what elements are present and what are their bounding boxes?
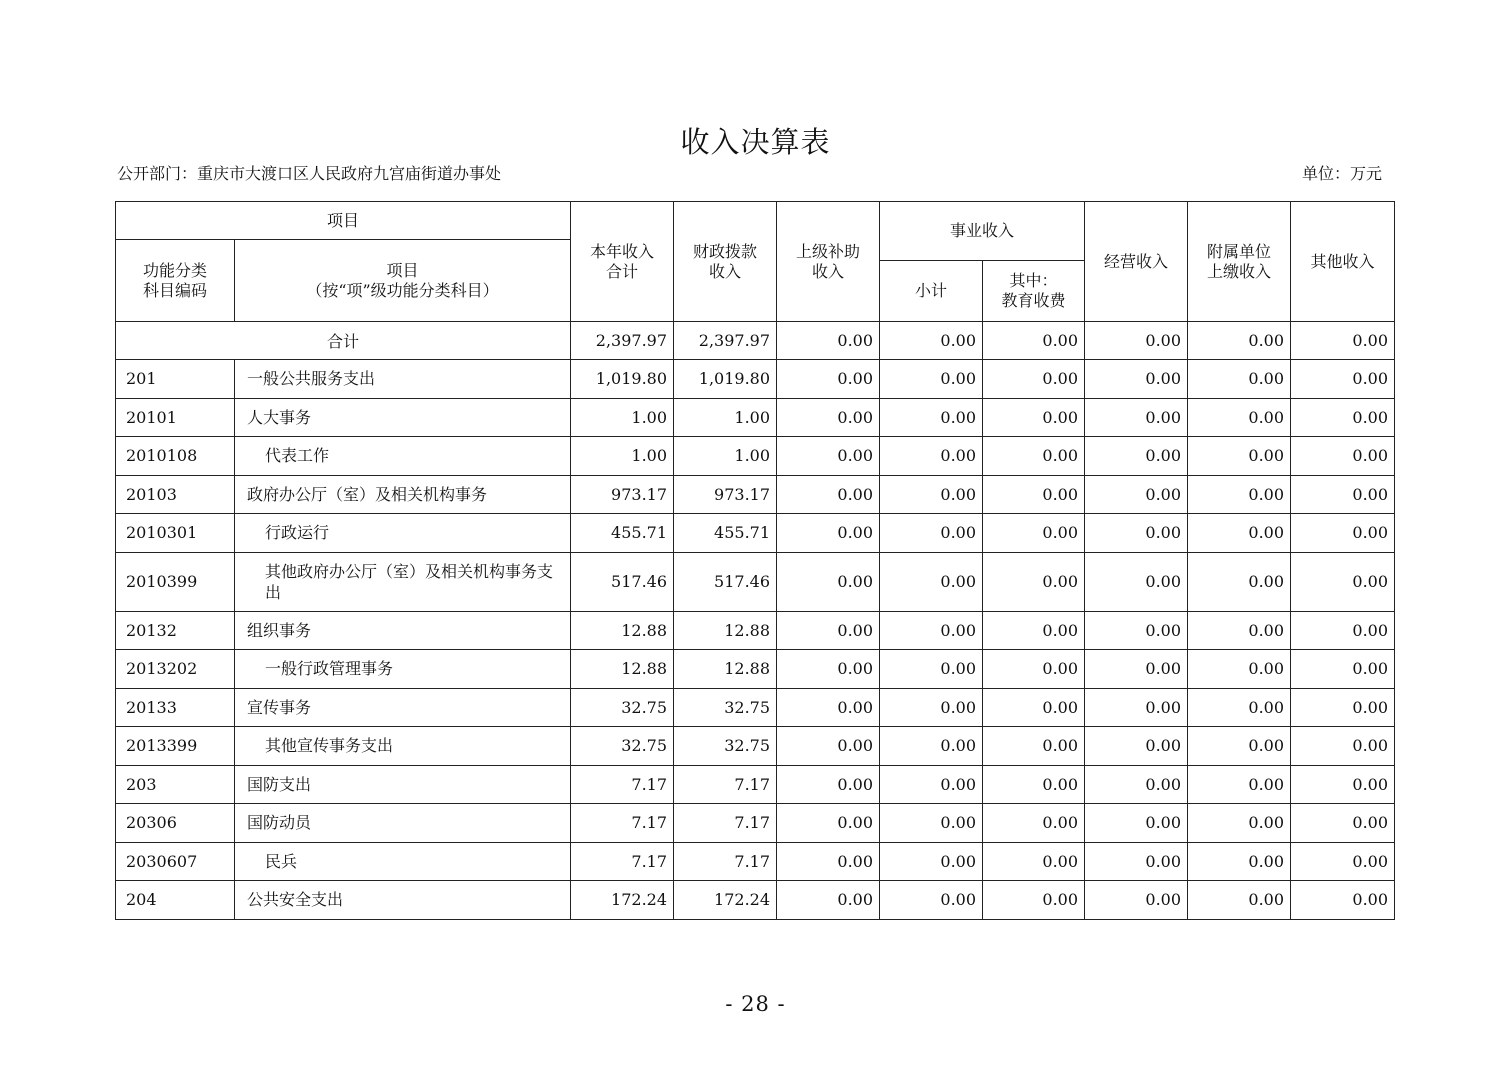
page-title: 收入决算表 — [680, 125, 831, 159]
row-name: 国防支出 — [235, 765, 571, 804]
row-value: 0.00 — [1291, 475, 1395, 514]
row-name: 代表工作 — [235, 437, 571, 476]
row-value: 0.00 — [777, 765, 880, 804]
row-code: 2010399 — [116, 552, 235, 611]
table-row — [116, 360, 1395, 399]
header-affiliated: 附属单位 上缴收入 — [1188, 202, 1291, 322]
row-value: 0.00 — [1188, 514, 1291, 553]
row-value: 0.00 — [1188, 881, 1291, 920]
row-value: 0.00 — [1188, 804, 1291, 843]
row-value: 0.00 — [1291, 881, 1395, 920]
row-name: 人大事务 — [235, 398, 571, 437]
row-code: 201 — [116, 360, 235, 399]
row-value: 0.00 — [777, 552, 880, 611]
row-value: 517.46 — [674, 552, 777, 611]
row-value: 0.00 — [880, 611, 983, 650]
table-row — [116, 765, 1395, 804]
row-value: 1,019.80 — [571, 360, 674, 399]
row-code: 204 — [116, 881, 235, 920]
row-value: 12.88 — [571, 611, 674, 650]
header-name: 项目 （按“项”级功能分类科目） — [235, 240, 571, 322]
header-edu-fee: 其中： 教育收费 — [983, 261, 1085, 322]
row-value: 0.00 — [1188, 765, 1291, 804]
table-row — [116, 398, 1395, 437]
row-code: 20306 — [116, 804, 235, 843]
unit-label: 单位：万元 — [1302, 164, 1383, 183]
row-value: 0.00 — [1085, 475, 1188, 514]
table-row — [116, 437, 1395, 476]
row-value: 0.00 — [1188, 688, 1291, 727]
row-value: 0.00 — [1085, 611, 1188, 650]
row-name: 一般行政管理事务 — [235, 650, 571, 689]
row-value: 0.00 — [983, 611, 1085, 650]
row-value: 0.00 — [880, 765, 983, 804]
table-row — [116, 881, 1395, 920]
row-value: 0.00 — [880, 881, 983, 920]
row-name: 政府办公厅（室）及相关机构事务 — [235, 475, 571, 514]
table-row — [116, 688, 1395, 727]
row-name: 一般公共服务支出 — [235, 360, 571, 399]
header-career-income: 事业收入 — [880, 202, 1085, 261]
row-value: 0.00 — [1085, 398, 1188, 437]
row-value: 0.00 — [1085, 765, 1188, 804]
table-body — [116, 360, 1395, 920]
row-value: 0.00 — [983, 552, 1085, 611]
page-number: - 28 - — [725, 992, 786, 1016]
row-code: 20103 — [116, 475, 235, 514]
row-value: 0.00 — [1085, 360, 1188, 399]
row-value: 0.00 — [880, 514, 983, 553]
row-value: 1.00 — [571, 398, 674, 437]
row-value: 0.00 — [983, 727, 1085, 766]
row-value: 0.00 — [1291, 398, 1395, 437]
row-value: 455.71 — [571, 514, 674, 553]
row-value: 0.00 — [777, 727, 880, 766]
row-value: 0.00 — [1188, 727, 1291, 766]
row-value: 517.46 — [571, 552, 674, 611]
row-code: 2010108 — [116, 437, 235, 476]
total-value: 2,397.97 — [571, 322, 674, 360]
row-name: 行政运行 — [235, 514, 571, 553]
row-value: 0.00 — [1085, 552, 1188, 611]
row-name: 国防动员 — [235, 804, 571, 843]
header-total-income: 本年收入 合计 — [571, 202, 674, 322]
row-value: 1,019.80 — [674, 360, 777, 399]
row-value: 0.00 — [1188, 475, 1291, 514]
row-value: 0.00 — [1291, 360, 1395, 399]
row-value: 0.00 — [1291, 552, 1395, 611]
row-value: 7.17 — [571, 765, 674, 804]
row-name: 组织事务 — [235, 611, 571, 650]
row-value: 172.24 — [674, 881, 777, 920]
income-table — [115, 201, 1395, 920]
row-value: 0.00 — [1188, 552, 1291, 611]
row-value: 0.00 — [880, 398, 983, 437]
row-value: 0.00 — [1188, 842, 1291, 881]
row-value: 7.17 — [674, 804, 777, 843]
table-row — [116, 611, 1395, 650]
department-label: 公开部门：重庆市大渡口区人民政府九宫庙街道办事处 — [117, 164, 502, 183]
row-value: 32.75 — [571, 688, 674, 727]
table-row — [116, 552, 1395, 611]
row-value: 0.00 — [777, 804, 880, 843]
row-value: 0.00 — [983, 842, 1085, 881]
row-value: 32.75 — [571, 727, 674, 766]
row-value: 0.00 — [1085, 727, 1188, 766]
row-value: 0.00 — [777, 360, 880, 399]
row-value: 0.00 — [880, 688, 983, 727]
header-subsidy: 上级补助 收入 — [777, 202, 880, 322]
row-value: 12.88 — [571, 650, 674, 689]
row-value: 0.00 — [1291, 688, 1395, 727]
row-value: 0.00 — [777, 842, 880, 881]
table-row — [116, 650, 1395, 689]
row-value: 7.17 — [674, 842, 777, 881]
row-value: 0.00 — [983, 398, 1085, 437]
total-value: 0.00 — [880, 322, 983, 360]
row-value: 0.00 — [983, 688, 1085, 727]
row-value: 0.00 — [880, 804, 983, 843]
row-value: 973.17 — [571, 475, 674, 514]
row-value: 0.00 — [1291, 514, 1395, 553]
row-value: 0.00 — [983, 475, 1085, 514]
row-value: 0.00 — [880, 475, 983, 514]
row-value: 973.17 — [674, 475, 777, 514]
row-name: 其他政府办公厅（室）及相关机构事务支出 — [235, 552, 571, 611]
row-value: 1.00 — [674, 437, 777, 476]
row-value: 0.00 — [1291, 650, 1395, 689]
row-code: 2013399 — [116, 727, 235, 766]
row-value: 1.00 — [571, 437, 674, 476]
row-value: 0.00 — [777, 688, 880, 727]
row-code: 20133 — [116, 688, 235, 727]
row-value: 7.17 — [571, 842, 674, 881]
row-value: 0.00 — [777, 881, 880, 920]
row-code: 2030607 — [116, 842, 235, 881]
row-value: 0.00 — [983, 360, 1085, 399]
total-value: 2,397.97 — [674, 322, 777, 360]
row-value: 0.00 — [1188, 650, 1291, 689]
row-value: 32.75 — [674, 688, 777, 727]
row-name: 其他宣传事务支出 — [235, 727, 571, 766]
row-value: 0.00 — [1291, 804, 1395, 843]
table-row — [116, 514, 1395, 553]
row-value: 0.00 — [777, 475, 880, 514]
total-value: 0.00 — [1085, 322, 1188, 360]
row-code: 203 — [116, 765, 235, 804]
table-row — [116, 842, 1395, 881]
header-subtotal: 小计 — [880, 261, 983, 322]
row-value: 0.00 — [777, 437, 880, 476]
row-value: 0.00 — [1085, 514, 1188, 553]
row-value: 0.00 — [1085, 842, 1188, 881]
row-value: 0.00 — [983, 650, 1085, 689]
row-value: 0.00 — [880, 650, 983, 689]
row-value: 12.88 — [674, 650, 777, 689]
row-code: 20101 — [116, 398, 235, 437]
row-value: 0.00 — [1188, 611, 1291, 650]
row-value: 455.71 — [674, 514, 777, 553]
total-value: 0.00 — [777, 322, 880, 360]
row-value: 0.00 — [1188, 437, 1291, 476]
table-row — [116, 727, 1395, 766]
row-name: 公共安全支出 — [235, 881, 571, 920]
row-value: 0.00 — [1085, 804, 1188, 843]
header-fiscal: 财政拨款 收入 — [674, 202, 777, 322]
row-value: 0.00 — [777, 650, 880, 689]
row-value: 0.00 — [983, 881, 1085, 920]
row-code: 20132 — [116, 611, 235, 650]
row-value: 12.88 — [674, 611, 777, 650]
row-value: 0.00 — [777, 398, 880, 437]
row-value: 0.00 — [777, 514, 880, 553]
row-value: 0.00 — [1085, 688, 1188, 727]
row-value: 172.24 — [571, 881, 674, 920]
row-value: 0.00 — [1188, 360, 1291, 399]
row-value: 0.00 — [1291, 727, 1395, 766]
row-value: 1.00 — [674, 398, 777, 437]
header-code: 功能分类 科目编码 — [116, 240, 235, 322]
row-value: 0.00 — [1085, 650, 1188, 689]
total-label: 合计 — [116, 322, 571, 360]
header-business-income: 经营收入 — [1085, 202, 1188, 322]
row-value: 0.00 — [1085, 437, 1188, 476]
row-value: 0.00 — [983, 437, 1085, 476]
row-value: 0.00 — [983, 765, 1085, 804]
header-other-income: 其他收入 — [1291, 202, 1395, 322]
row-code: 2013202 — [116, 650, 235, 689]
row-value: 0.00 — [1085, 881, 1188, 920]
row-value: 0.00 — [880, 552, 983, 611]
row-value: 0.00 — [880, 360, 983, 399]
row-value: 32.75 — [674, 727, 777, 766]
table-row — [116, 804, 1395, 843]
header-project: 项目 — [116, 202, 571, 240]
row-value: 7.17 — [571, 804, 674, 843]
total-row — [116, 322, 1395, 360]
row-value: 0.00 — [1291, 842, 1395, 881]
row-value: 0.00 — [983, 514, 1085, 553]
row-code: 2010301 — [116, 514, 235, 553]
total-value: 0.00 — [983, 322, 1085, 360]
row-name: 民兵 — [235, 842, 571, 881]
row-value: 0.00 — [1291, 611, 1395, 650]
total-value: 0.00 — [1188, 322, 1291, 360]
row-value: 0.00 — [880, 842, 983, 881]
row-value: 0.00 — [1188, 398, 1291, 437]
table-row — [116, 475, 1395, 514]
row-value: 0.00 — [1291, 765, 1395, 804]
row-value: 0.00 — [1291, 437, 1395, 476]
row-name: 宣传事务 — [235, 688, 571, 727]
row-value: 0.00 — [880, 437, 983, 476]
row-value: 0.00 — [777, 611, 880, 650]
row-value: 0.00 — [983, 804, 1085, 843]
row-value: 7.17 — [674, 765, 777, 804]
row-value: 0.00 — [880, 727, 983, 766]
total-value: 0.00 — [1291, 322, 1395, 360]
